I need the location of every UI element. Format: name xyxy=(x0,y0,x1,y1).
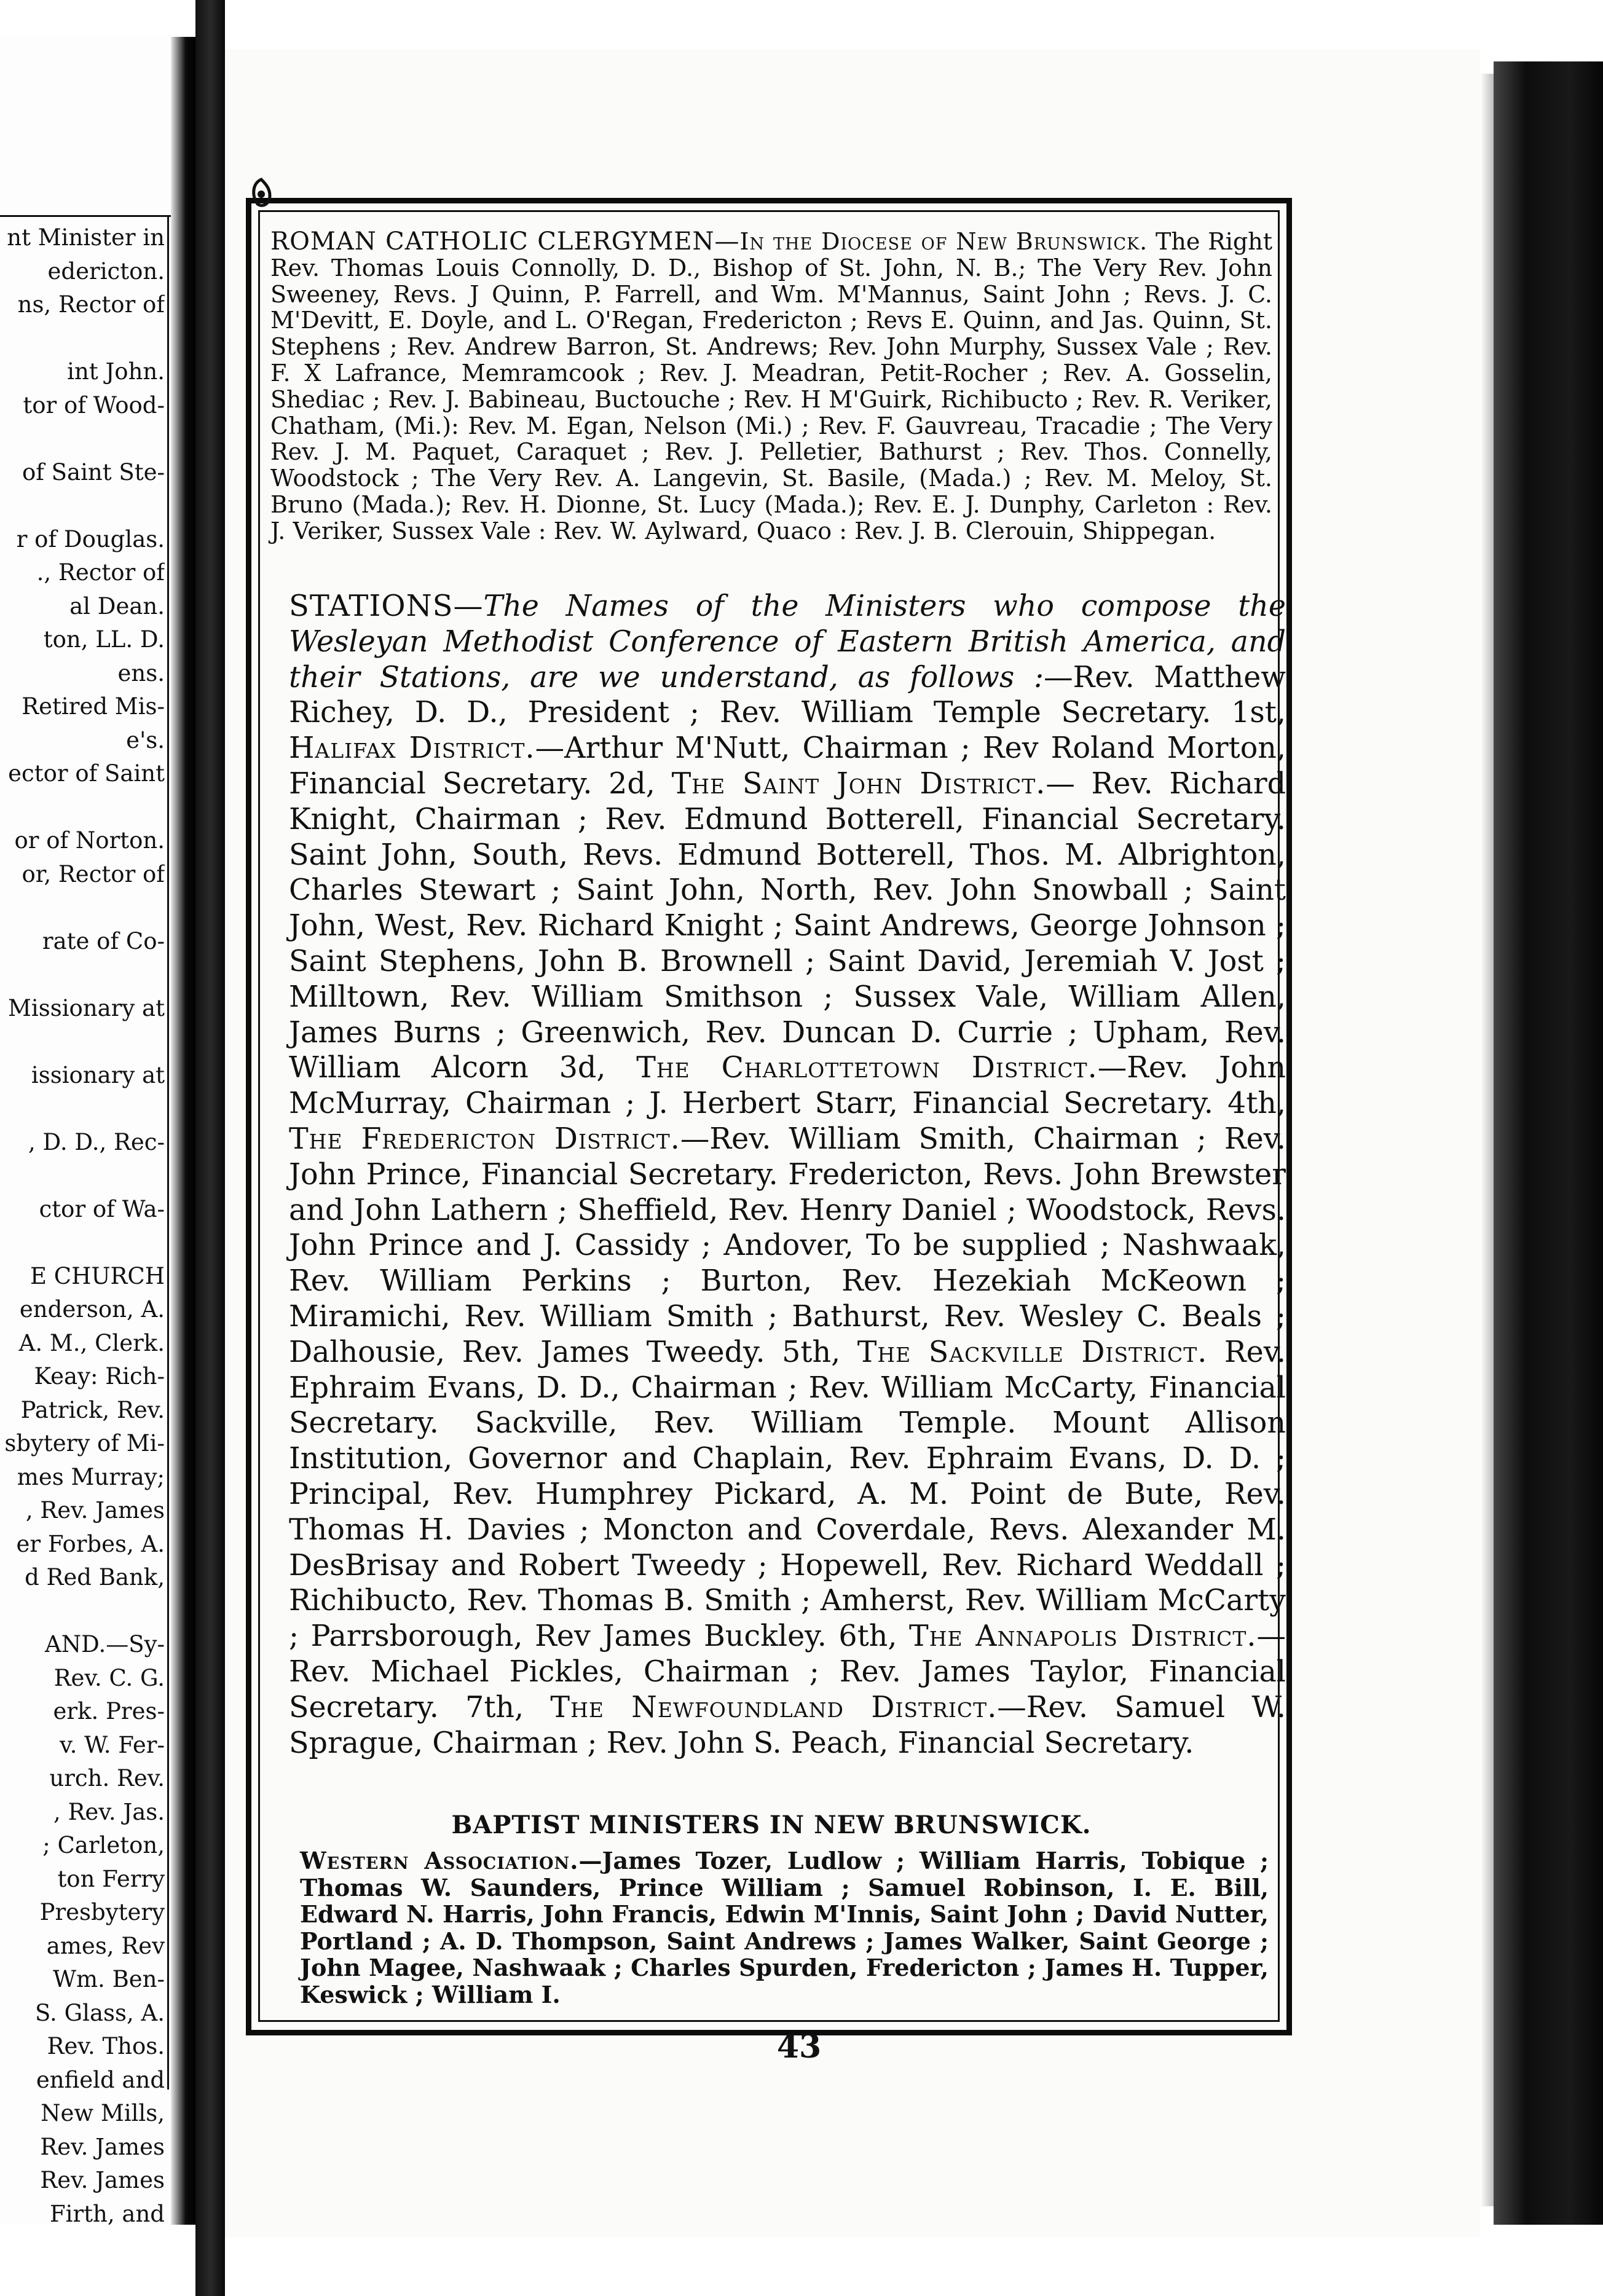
left-page-line: , Rev. James xyxy=(25,1497,165,1523)
district-fredericton: The Fredericton District. xyxy=(289,1122,680,1156)
left-page-line xyxy=(0,1092,165,1126)
left-page-line: v. W. Fer- xyxy=(60,1731,165,1758)
left-page-line xyxy=(0,322,165,356)
stations-text-4: —Rev. John McMurray, Chairman ; J. Herbert Starr, Financial Secretary. 4th, xyxy=(289,1051,1286,1121)
stations-text-3: — Rev. Richard Knight, Chairman ; Rev. Edmund Botterell, Financial Secretary. Saint John, South, Revs. Edmund Botterell, Thos. M. Albrighton, Charles Stewart ; Saint John, North, Rev. John Snowball ; Saint John, West, Rev. Richard Knight ; Saint Andrews, George Johnson ; Saint Stephens, John B. Brownell ; Saint David, Jeremiah V. Jost ; Milltown, Rev. William Smithson ; Sussex Vale, William Allen, James Burns ; Greenwich, Rev. Duncan D. Currie ; Upham, Rev. William Alcorn 3d, xyxy=(289,766,1286,1085)
left-page-line: edericton. xyxy=(47,258,165,285)
left-page-line: enfield and xyxy=(36,2066,165,2093)
baptist-section xyxy=(300,1847,1269,2008)
stations-text-5: —Rev. William Smith, Chairman ; Rev. John Prince, Financial Secretary. Fredericton, Revs. John Brewster and John Lathern ; Sheffield, Rev. Henry Daniel ; Woodstock, Revs. John Prince and J. Cassidy ; Andover, To be supplied ; Nashwaak, Rev. William Perkins ; Burton, Rev. Hezekiah McKeown ; Miramichi, Rev. William Smith ; Bathurst, Rev. Wesley C. Beals ; Dalhousie, Rev. James Tweedy. 5th, xyxy=(289,1122,1286,1369)
book-spine xyxy=(195,0,225,2296)
baptist-body: —James Tozer, Ludlow ; William Harris, Tobique ; Thomas W. Saunders, Prince William ; Samuel Robinson, I. E. Bill, Edward N. Harris, John Francis, Edwin M'Innis, Saint John ; David Nutter, Portland ; A. D. Thompson, Saint Andrews ; James Walker, Saint George ; John Magee, Nashwaak ; Charles Spurden, Fredericton ; James H. Tupper, Keswick ; William I. xyxy=(300,1847,1269,2008)
left-page-line: Wm. Ben- xyxy=(52,1966,165,1992)
district-saint-john: The Saint John District. xyxy=(671,766,1046,801)
western-association-label: Western Association. xyxy=(300,1847,579,1874)
roman-catholic-heading: ROMAN CATHOLIC CLERGYMEN— xyxy=(270,227,740,256)
book-binding-edge xyxy=(1494,61,1603,2225)
left-page-line: enderson, A. xyxy=(19,1296,165,1323)
left-page-line: Presbytery xyxy=(39,1899,165,1925)
left-page-top-rule xyxy=(0,215,171,217)
left-page-line: E CHURCH xyxy=(30,1262,165,1289)
district-newfoundland: The Newfoundland District. xyxy=(550,1690,998,1724)
left-page-line: er Forbes, A. xyxy=(16,1530,165,1557)
left-page-line: Patrick, Rev. xyxy=(20,1396,165,1423)
left-page-line: ctor of Wa- xyxy=(39,1195,165,1222)
left-page-line: , D. D., Rec- xyxy=(28,1128,165,1155)
left-page-line xyxy=(0,1025,165,1059)
left-page-line: Keay: Rich- xyxy=(34,1363,165,1390)
left-page-line: ; Carleton, xyxy=(42,1832,165,1858)
left-page-line: ton, LL. D. xyxy=(43,626,165,653)
left-page-line: Rev. James xyxy=(40,2133,165,2160)
left-page-line: , Rev. Jas. xyxy=(53,1798,165,1825)
left-page-line: tor of Wood- xyxy=(23,391,165,419)
left-page-line xyxy=(0,1595,165,1629)
left-page-line: A. M., Clerk. xyxy=(18,1329,165,1356)
left-page-line xyxy=(0,1159,165,1193)
page-edge xyxy=(1480,74,1494,2206)
left-page-line: S. Glass, A. xyxy=(35,1999,165,2026)
left-page-line xyxy=(0,1226,165,1260)
left-page-line: Missionary at xyxy=(8,994,165,1021)
left-page-line: AND.—Sy- xyxy=(45,1631,165,1657)
roman-catholic-diocese: In the Diocese of New Brunswick. xyxy=(739,228,1148,255)
left-page-line xyxy=(0,791,165,825)
left-page-line: al Dean. xyxy=(69,592,165,619)
left-page-line: urch. Rev. xyxy=(49,1765,165,1791)
district-charlottetown: The Charlottetown District. xyxy=(636,1051,1098,1085)
district-halifax: Halifax District. xyxy=(289,731,535,766)
left-page-line: ens. xyxy=(117,659,165,686)
left-page-text xyxy=(0,221,165,2225)
left-page-line: r of Douglas. xyxy=(16,525,165,552)
left-page-line: ns, Rector of xyxy=(17,291,165,318)
left-page-line: New Mills, xyxy=(41,2100,165,2126)
left-page-line: nt Minister in xyxy=(7,224,165,251)
left-page-line: or, Rector of xyxy=(22,860,165,887)
stations-text-6: Rev. Ephraim Evans, D. D., Chairman ; Rev. William McCarty, Financial Secretary. Sackville, Rev. William Temple. Mount Allison Institution, Governor and Chaplain, Rev. Ephraim Evans, D. D. ; Principal, Rev. Humphrey Pickard, A. M. Point de Bute, Rev. Thomas H. Davies ; Moncton and Coverdale, Revs. Alexander M. DesBrisay and Robert Tweedy ; Hopewell, Rev. Richard Weddall ; Richibucto, Rev. Thomas B. Smith ; Amherst, Rev. William McCarty ; Parrsborough, Rev James Buckley. 6th, xyxy=(289,1335,1286,1654)
left-page-line: ton Ferry xyxy=(57,1865,165,1892)
left-page-line: issionary at xyxy=(31,1061,165,1088)
left-page-line: erk. Pres- xyxy=(53,1698,165,1724)
left-page-line: sbytery of Mi- xyxy=(4,1430,165,1457)
left-page-line: Rev. C. G. xyxy=(53,1664,165,1691)
stations-text-2: —Arthur M'Nutt, Chairman ; Rev Roland Morton, Financial Secretary. 2d, xyxy=(289,731,1286,801)
stations-text-8: —Rev. Samuel W. Sprague, Chairman ; Rev. John S. Peach, Financial Secretary. xyxy=(289,1690,1286,1760)
stations-heading: STATIONS— xyxy=(289,589,484,623)
left-page-line xyxy=(0,891,165,925)
left-page-gutter xyxy=(171,37,195,2225)
left-page-line: Retired Mis- xyxy=(22,693,165,720)
left-page-line: or of Norton. xyxy=(14,827,165,854)
left-page-fragment xyxy=(0,37,195,2225)
roman-catholic-body: The Right Rev. Thomas Louis Connolly, D. D., Bishop of St. John, N. B.; The Very Rev. John Sweeney, Revs. J Quinn, P. Farrell, and Wm. M'Mannus, Saint John ; Revs. J. C. M'Devitt, E. Doyle, and L. O'Regan, Fredericton ; Revs E. Quinn, and Jas. Quinn, St. Stephens ; Rev. Andrew Barron, St. Andrews; Rev. John Murphy, Sussex Vale ; Rev. F. X Lafrance, Memramcook ; Rev. J. Meadran, Petit-Rocher ; Rev. A. Gosselin, Shediac ; Rev. J. Babineau, Buctouche ; Rev. H M'Guirk, Richibucto ; Rev. R. Veriker, Chatham, (Mi.): Rev. M. Egan, Nelson (Mi.) ; Rev. F. Gauvreau, Tracadie ; The Very Rev. J. M. Paquet, Caraquet ; Rev. J. Pelletier, Bathurst ; Rev. Thos. Connelly, Woodstock ; The Very Rev. A. Langevin, St. Basile, (Mada.) ; Rev. M. Meloy, St. Bruno (Mada.); Rev. H. Dionne, St. Lucy (Mada.); Rev. E. J. Dunphy, Carleton : Rev. J. Veriker, Sussex Vale : Rev. W. Aylward, Quaco : Rev. J. B. Clerouin, Shippegan. xyxy=(270,228,1272,545)
left-page-line: of Saint Ste- xyxy=(22,458,165,486)
stations-text-1: —Rev. Matthew Richey, D. D., President ; Rev. William Temple Secretary. 1st, xyxy=(289,660,1286,730)
left-page-line: rate of Co- xyxy=(42,927,165,954)
left-page-line: e's. xyxy=(126,726,165,753)
left-page-line xyxy=(0,489,165,523)
left-page-line: Firth, and xyxy=(50,2200,165,2225)
stations-text-7: —Rev. Michael Pickles, Chairman ; Rev. James Taylor, Financial Secretary. 7th, xyxy=(289,1619,1286,1724)
left-page-line: Rev. James xyxy=(40,2167,165,2193)
baptist-heading: BAPTIST MINISTERS IN NEW BRUNSWICK. xyxy=(451,1810,1092,1839)
district-sackville: The Sackville District. xyxy=(857,1335,1208,1369)
left-page-line xyxy=(0,958,165,992)
stations-intro: The Names of the Ministers who compose the Wesleyan Methodist Conference of Eastern British America, and their Stations, are we understand, as follows : xyxy=(289,589,1286,694)
left-page-column-rule xyxy=(167,215,169,2090)
left-page-line: ames, Rev xyxy=(46,1932,165,1959)
left-page-line: d Red Bank, xyxy=(25,1564,165,1590)
district-annapolis: The Annapolis District. xyxy=(909,1619,1257,1654)
left-page-line: mes Murray; xyxy=(17,1463,165,1490)
roman-catholic-section xyxy=(270,229,1272,545)
left-page-line: int John. xyxy=(67,358,165,385)
left-page-line: Rev. Thos. xyxy=(47,2033,165,2059)
page-number: 43 xyxy=(776,2028,822,2066)
corner-ornament-icon xyxy=(249,177,274,209)
left-page-line xyxy=(0,422,165,456)
stations-section xyxy=(289,589,1286,1761)
left-page-line: ector of Saint xyxy=(8,760,165,787)
left-page-line: ., Rector of xyxy=(36,559,165,586)
